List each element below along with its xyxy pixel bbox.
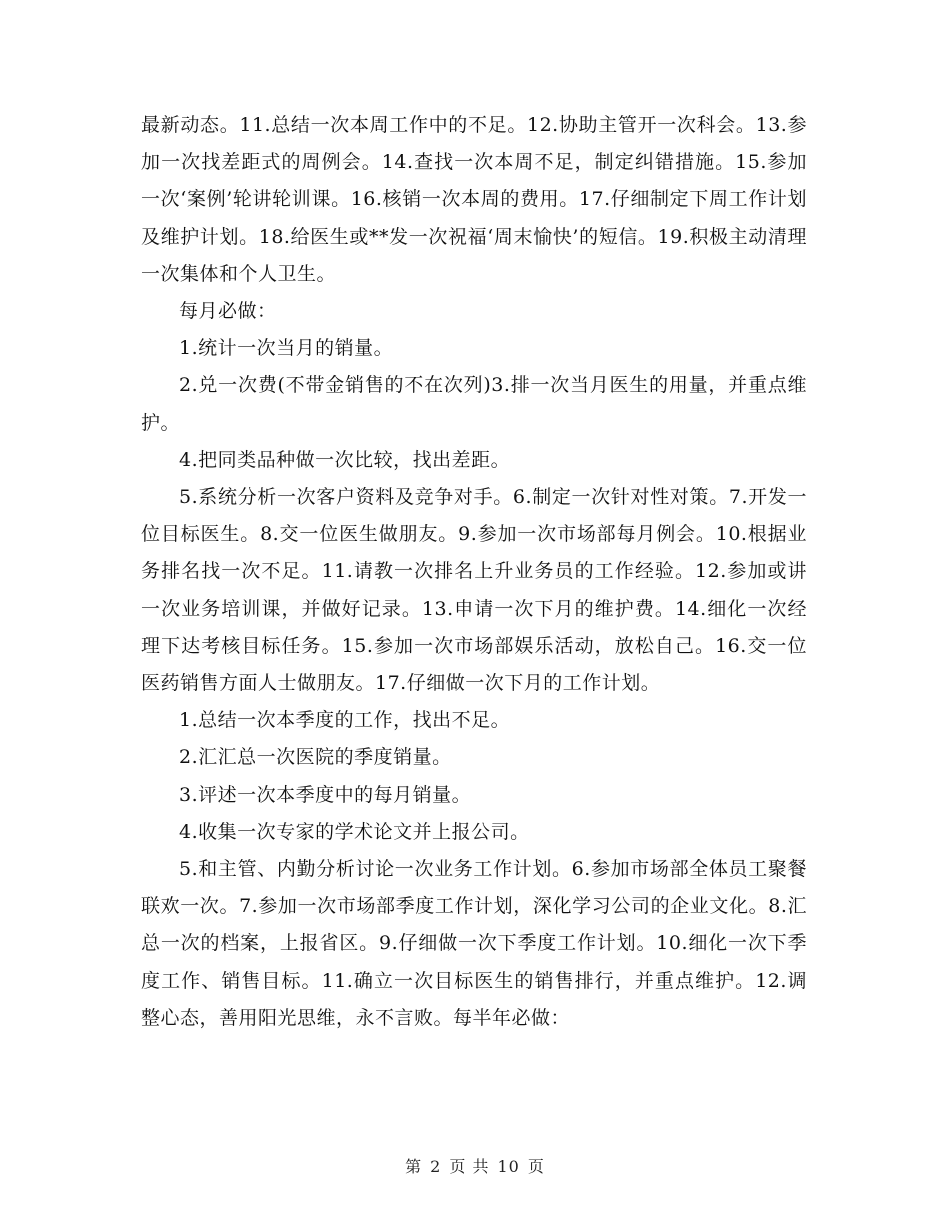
page-number: 2	[430, 1157, 442, 1176]
paragraph-quarterly-tasks: 5.和主管、内勤分析讨论一次业务工作计划。6.参加市场部全体员工聚餐联欢一次。7.参加一次市场部季度工作计划，深化学习公司的企业文化。8.汇总一次的档案，上报省区。9.仔细做一次下季度工作计划。10.细化一次下季度工作、销售目标。11.确立一次目标医生的销售排行，并重点维护。12.调整心态，善用阳光思维，永不言败。每半年必做：	[141, 858, 807, 1029]
list-item: 4.把同类品种做一次比较，找出差距。	[179, 448, 511, 471]
footer-middle: 页 共	[449, 1157, 490, 1176]
page-footer	[0, 1154, 950, 1177]
list-item: 3.评述一次本季度中的每月销量。	[179, 783, 472, 806]
list-item: 1.统计一次当月的销量。	[179, 337, 394, 360]
heading-monthly-tasks: 每月必做：	[179, 300, 277, 323]
footer-suffix: 页	[527, 1157, 545, 1176]
footer-prefix: 第	[405, 1157, 423, 1176]
list-item: 2.汇汇总一次医院的季度销量。	[179, 746, 452, 769]
document-body	[141, 107, 807, 1037]
list-item: 2.兑一次费(不带金销售的不在次列)3.排一次当月医生的用量，并重点维护。	[141, 374, 807, 434]
paragraph-weekly-tasks-continued: 最新动态。11.总结一次本周工作中的不足。12.协助主管开一次科会。13.参加一次找差距式的周例会。14.查找一次本周不足，制定纠错措施。15.参加一次‘案例’轮讲轮训课。16.核销一次本周的费用。17.仔细制定下周工作计划及维护计划。18.给医生或**发一次祝福‘周末愉快’的短信。19.积极主动清理一次集体和个人卫生。	[141, 114, 807, 285]
page-total: 10	[497, 1157, 520, 1176]
list-item: 1.总结一次本季度的工作，找出不足。	[179, 709, 511, 732]
paragraph-monthly-tasks: 5.系统分析一次客户资料及竞争对手。6.制定一次针对性对策。7.开发一位目标医生。8.交一位医生做朋友。9.参加一次市场部每月例会。10.根据业务排名找一次不足。11.请教一次排名上升业务员的工作经验。12.参加或讲一次业务培训课，并做好记录。13.申请一次下月的维护费。14.细化一次经理下达考核目标任务。15.参加一次市场部娱乐活动，放松自己。16.交一位医药销售方面人士做朋友。17.仔细做一次下月的工作计划。	[141, 486, 807, 695]
list-item: 4.收集一次专家的学术论文并上报公司。	[179, 820, 530, 843]
